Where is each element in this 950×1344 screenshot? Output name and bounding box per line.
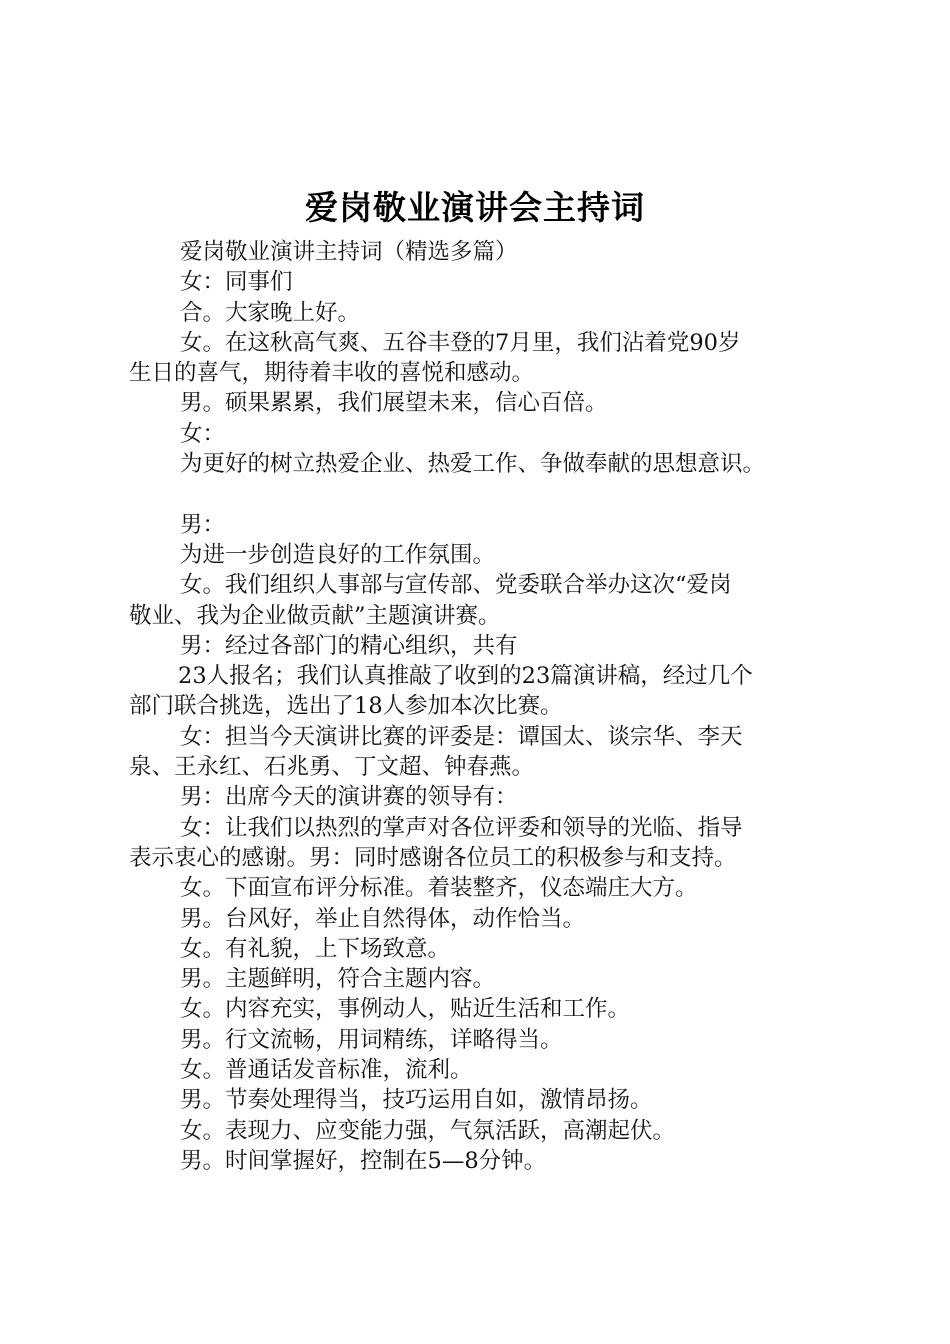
paragraph-line: 敬业、我为企业做贡献”主题演讲赛。 (129, 602, 501, 629)
paragraph: 女。下面宣布评分标准。着装整齐，仪态端庄大方。 (180, 875, 698, 902)
paragraph: 爱岗敬业演讲主持词（精选多篇） (180, 239, 518, 265)
paragraph-line: 泉、王永红、石兆勇、丁文超、钟春燕。 (129, 754, 535, 781)
paragraph: 男。台风好，举止自然得体，动作恰当。 (180, 905, 586, 932)
paragraph: 男： (180, 511, 226, 538)
blank-line (129, 479, 849, 509)
paragraph-line: 女。我们组织人事部与宣传部、党委联合举办这次“爱岗 (180, 572, 732, 599)
paragraph-line: 表示衷心的感谢。男：同时感谢各位员工的积极参与和支持。 (129, 844, 737, 871)
paragraph: 女： (180, 420, 226, 447)
paragraph: 男。主题鲜明，符合主题内容。 (180, 966, 496, 993)
paragraph: 男。节奏处理得当，技巧运用自如，激情昂扬。 (180, 1087, 653, 1114)
paragraph: 女。普通话发音标准，流利。 (180, 1057, 473, 1084)
paragraph: 女。内容充实，事例动人，贴近生活和工作。 (180, 996, 631, 1023)
paragraph: 女：同事们 (180, 269, 293, 296)
paragraph-line: 部门联合挑选，选出了18人参加本次比赛。 (129, 693, 563, 720)
paragraph: 男。时间掌握好，控制在5—8分钟。 (180, 1147, 547, 1174)
document-title: 爱岗敬业演讲会主持词 (305, 188, 645, 227)
paragraph: 男：经过各部门的精心组织，共有 (180, 632, 518, 659)
paragraph: 为进一步创造良好的工作氛围。 (180, 541, 496, 568)
paragraph: 女。有礼貌，上下场致意。 (180, 935, 451, 962)
paragraph-line: 女：让我们以热烈的掌声对各位评委和领导的光临、指导 (180, 814, 743, 841)
paragraph: 合。大家晚上好。 (180, 299, 361, 326)
paragraph-line: 23人报名；我们认真推敲了收到的23篇演讲稿，经过几个 (178, 663, 753, 690)
paragraph: 男：出席今天的演讲赛的领导有： (180, 784, 518, 811)
document-body (129, 237, 849, 1176)
paragraph-line: 生日的喜气，期待着丰收的喜悦和感动。 (129, 360, 535, 387)
paragraph-line: 女：担当今天演讲比赛的评委是：谭国太、谈宗华、李天 (180, 723, 743, 750)
paragraph: 女。表现力、应变能力强，气氛活跃，高潮起伏。 (180, 1117, 676, 1144)
paragraph: 男。硕果累累，我们展望未来，信心百倍。 (180, 390, 608, 417)
paragraph: 男。行文流畅，用词精练，详略得当。 (180, 1026, 563, 1053)
paragraph-line: 女。在这秋高气爽、五谷丰登的7月里，我们沾着党90岁 (180, 329, 741, 356)
paragraph: 为更好的树立热爱企业、热爱工作、争做奉献的思想意识。 (180, 451, 766, 478)
